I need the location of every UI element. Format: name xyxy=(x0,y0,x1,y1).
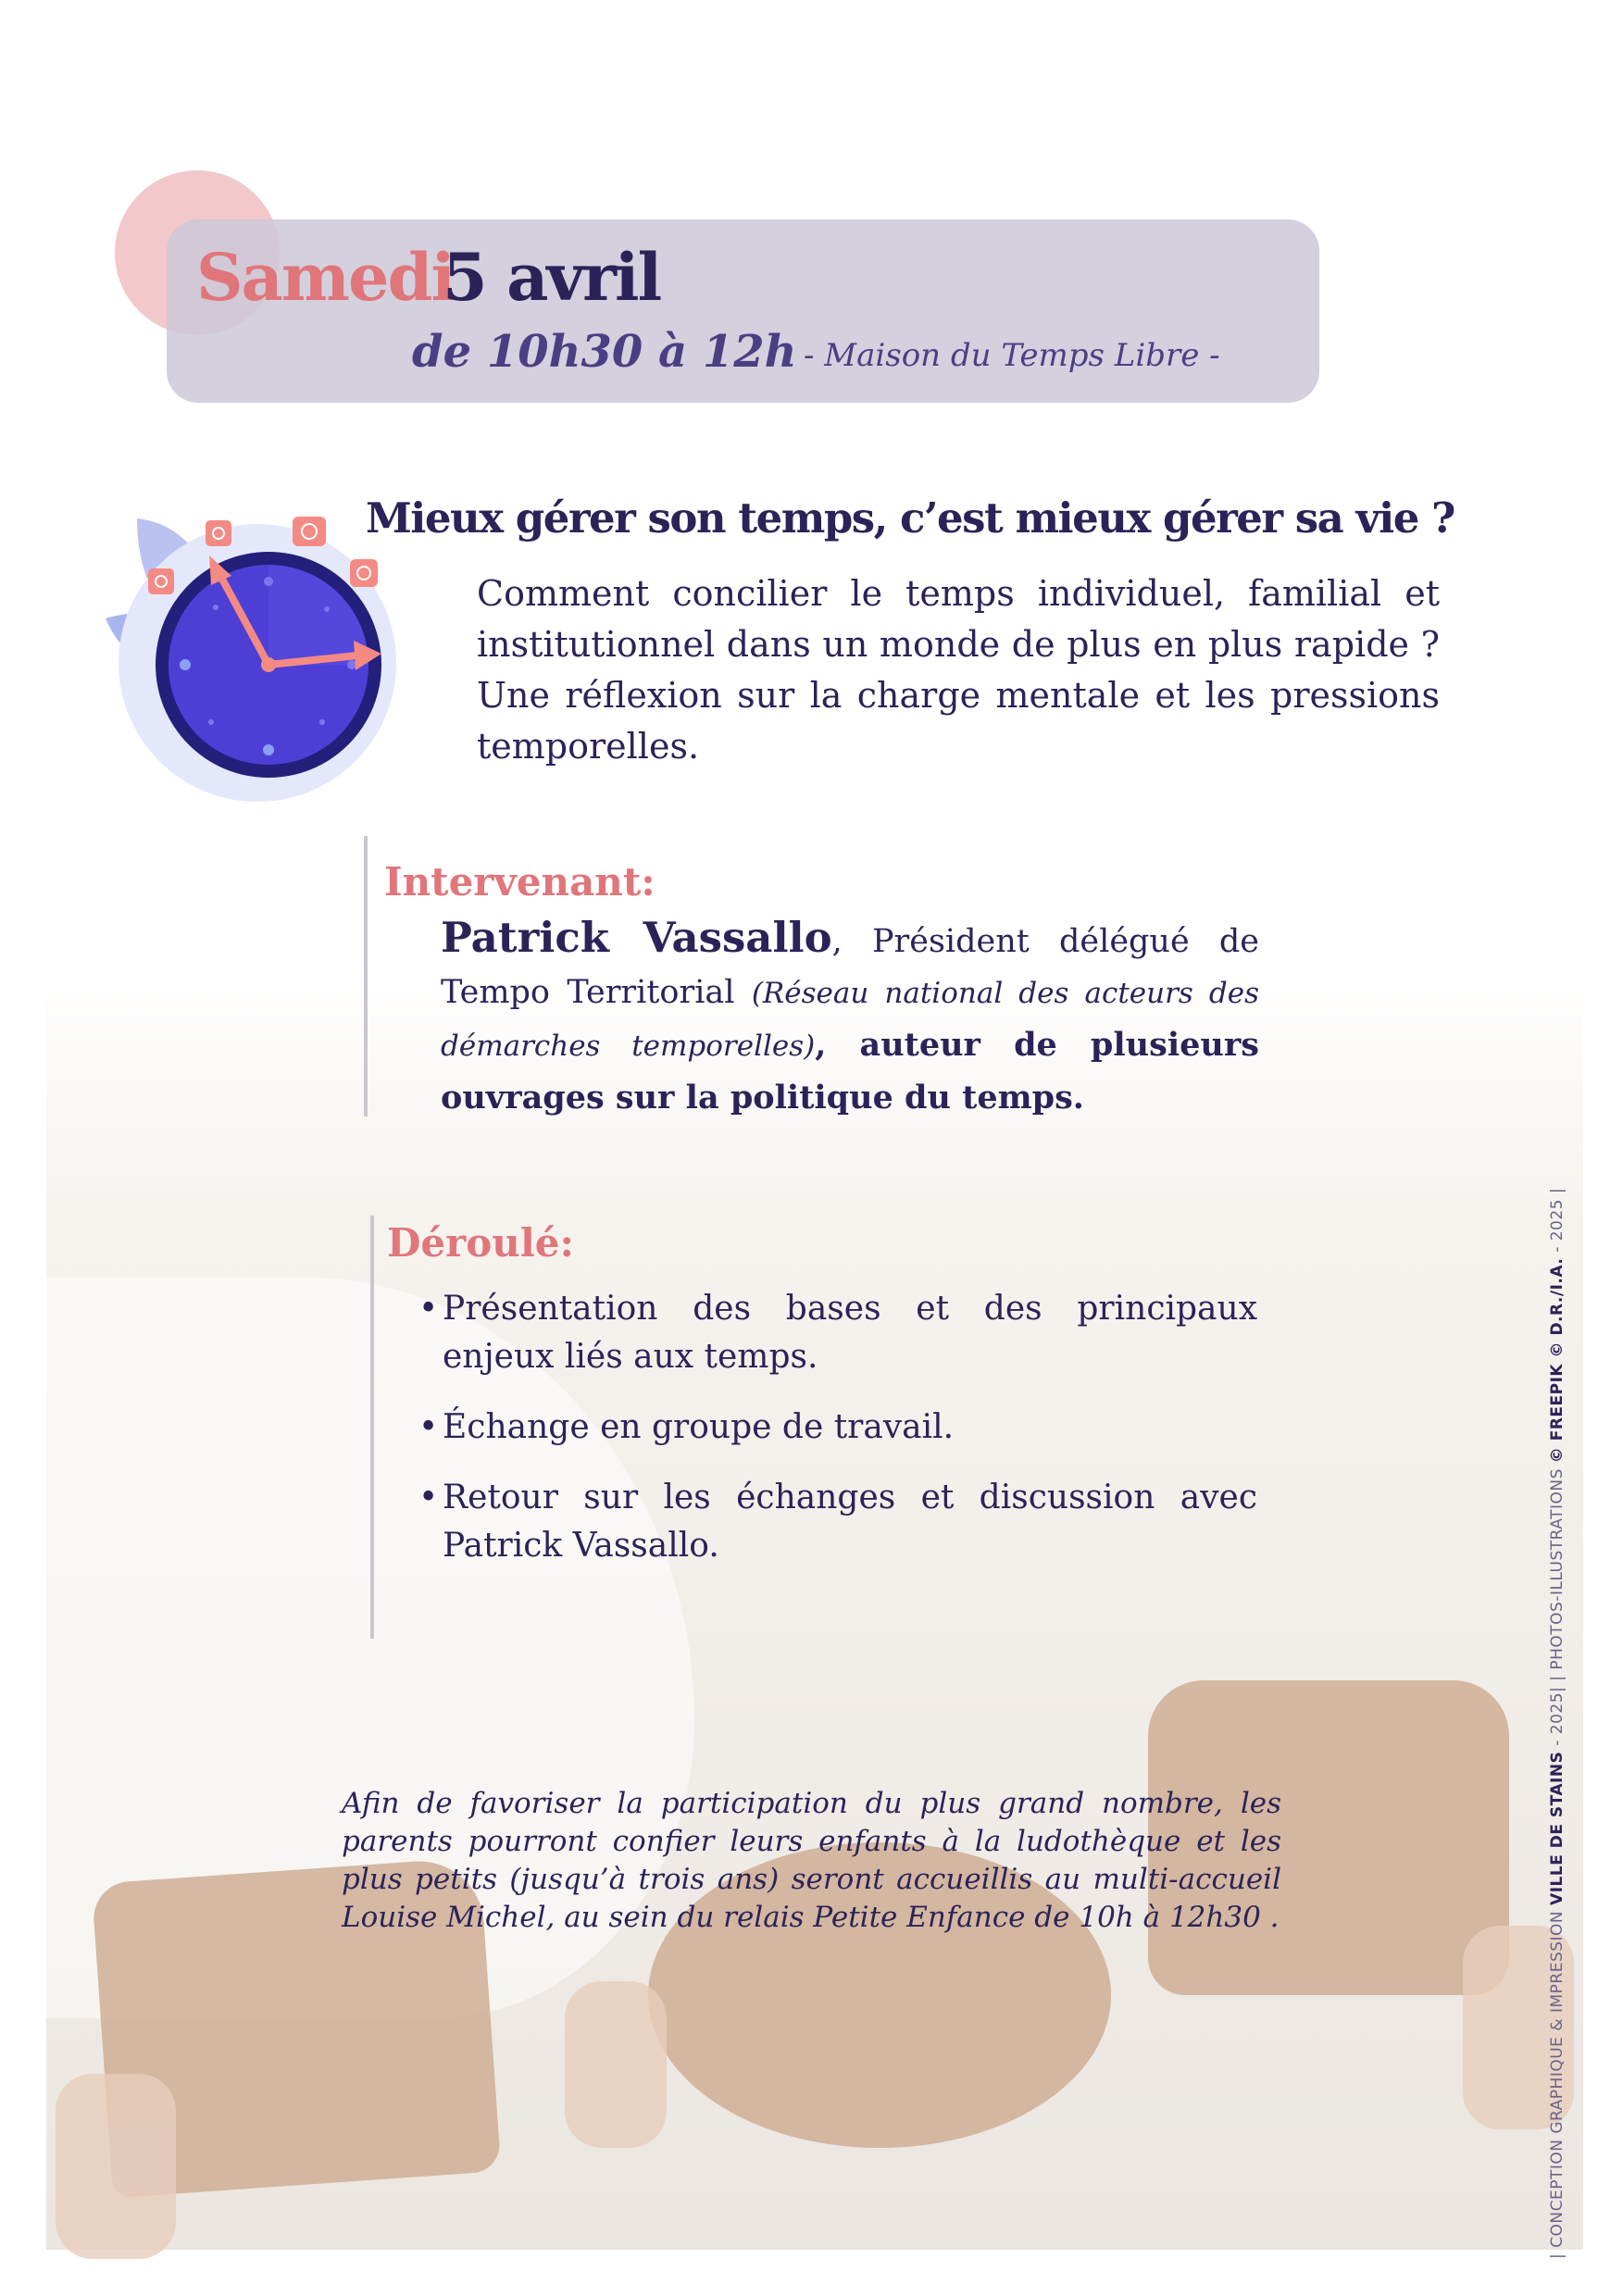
bullet-icon: • xyxy=(418,1290,439,1328)
hand-middle xyxy=(565,1981,667,2148)
mail-icon xyxy=(206,520,231,546)
program-item: • Présentation des bases et des principaux enjeux liés aux temps. xyxy=(418,1285,1257,1381)
event-date: 5 avril xyxy=(443,239,661,316)
program-divider xyxy=(370,1216,374,1639)
program-item: • Retour sur les échanges et discussion avec Patrick Vassallo. xyxy=(418,1474,1257,1570)
chat-bubble-icon xyxy=(293,517,326,546)
event-hours: de 10h30 à 12h xyxy=(412,326,797,378)
speaker-heading: Intervenant: xyxy=(384,859,655,905)
phone-icon xyxy=(350,559,378,587)
bullet-icon: • xyxy=(418,1408,439,1446)
hand-left xyxy=(56,2074,176,2259)
program-heading: Déroulé: xyxy=(387,1220,575,1266)
childcare-note: Afin de favoriser la participation du plus grand nombre, les parents pourront confier leurs enfants à la ludothèque et les plus petits (jusqu’à trois ans) seront accueillis au multi-accueil Louise Michel, au sein du relais Petite Enfance de 10h à 12h30 . xyxy=(342,1787,1281,1934)
event-day: Samedi xyxy=(196,239,455,316)
bullet-icon: • xyxy=(418,1479,439,1516)
program-item: • Échange en groupe de travail. xyxy=(418,1404,1257,1452)
credits: | CONCEPTION GRAPHIQUE & IMPRESSION VILLE DE STAINS - 2025| | PHOTOS-ILLUSTRATIONS © FREEPIK © D.R./I.A. - 2025 | xyxy=(1548,1187,1567,2259)
program-list xyxy=(418,1285,1257,1592)
location-pin-icon xyxy=(148,568,174,594)
event-title: Mieux gérer son temps, c’est mieux gérer sa vie ? xyxy=(366,493,1454,543)
speaker-divider xyxy=(364,836,368,1117)
event-description: Comment concilier le temps individuel, familial et institutionnel dans un monde de plus en plus rapide ? Une réflexion sur la charge mentale et les pressions temporelles. xyxy=(477,573,1440,767)
speaker-role: , Président délégué de Tempo Territorial xyxy=(441,923,1259,1011)
speaker-role-continued: , auteur de plusieurs ouvrages sur la politique du temps. xyxy=(441,1026,1259,1117)
speaker-network: (Réseau national des acteurs des démarches temporelles) xyxy=(441,977,1260,1063)
clock-illustration xyxy=(100,507,396,804)
event-venue: - Maison du Temps Libre - xyxy=(804,337,1220,374)
speaker-text xyxy=(441,912,1259,1124)
speaker-name: Patrick Vassallo xyxy=(441,913,832,962)
